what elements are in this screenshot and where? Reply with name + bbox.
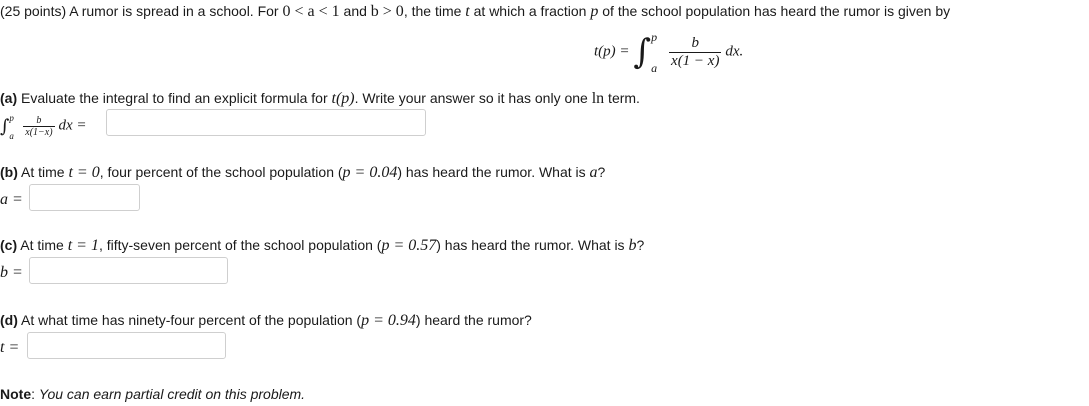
part-a-label: (a) xyxy=(0,90,18,106)
part-c-question: (c) At time t = 1, fifty-seven percent of the school population (p = 0.57) has heard the rumor. What is b? xyxy=(0,237,645,254)
part-b-label: (b) xyxy=(0,164,18,180)
condition-a: 0 < a < 1 xyxy=(282,3,340,20)
part-b-prompt: a = xyxy=(0,191,23,208)
part-d-prompt: t = xyxy=(0,339,20,356)
note-label: Note xyxy=(0,386,32,402)
lower-limit: a xyxy=(651,61,658,75)
part-b-question: (b) At time t = 0, four percent of the school population (p = 0.04) has heard the rumor. What is a? xyxy=(0,164,606,181)
formula-fraction: $\frac{b}{x(1 - x)}$ xyxy=(671,34,720,69)
part-c-prompt: b = xyxy=(0,264,23,281)
small-integral-sign: ∫ xyxy=(0,115,10,137)
display-formula xyxy=(594,30,743,74)
part-a-question: (a) Evaluate the integral to find an explicit formula for t(p). Write your answer so it has only one ln term. xyxy=(0,90,640,107)
part-a-integral: ∫ p a $\frac{b}{x(1-x)}$ dx = xyxy=(0,113,87,141)
part-c-answer-input[interactable] xyxy=(29,257,228,284)
upper-limit: p xyxy=(651,30,658,44)
part-d-question: (d) At what time has ninety-four percent of the population (p = 0.94) heard the rumor? xyxy=(0,312,532,329)
points-label: (25 points) xyxy=(0,3,67,19)
part-a-dx: dx = xyxy=(58,117,87,134)
part-b-answer-input[interactable] xyxy=(29,184,140,211)
formula-dx: dx. xyxy=(725,43,744,60)
formula-lhs: t(p) = xyxy=(594,43,630,60)
integral-sign: ∫ xyxy=(633,32,652,72)
part-a-fraction: $\frac{b}{x(1-x)}$ xyxy=(25,114,53,138)
partial-credit-note: Note: You can earn partial credit on this problem. xyxy=(0,386,306,402)
part-c-label: (c) xyxy=(0,237,18,253)
part-d-answer-input[interactable] xyxy=(27,332,226,359)
part-a-answer-input[interactable] xyxy=(106,109,426,136)
part-d-label: (d) xyxy=(0,312,18,328)
condition-b: b > 0 xyxy=(370,3,404,20)
problem-intro: (25 points) A rumor is spread in a school. For 0 < a < 1 and b > 0, the time t at which a fraction p of the school population has heard the rumor is given by xyxy=(0,3,951,20)
